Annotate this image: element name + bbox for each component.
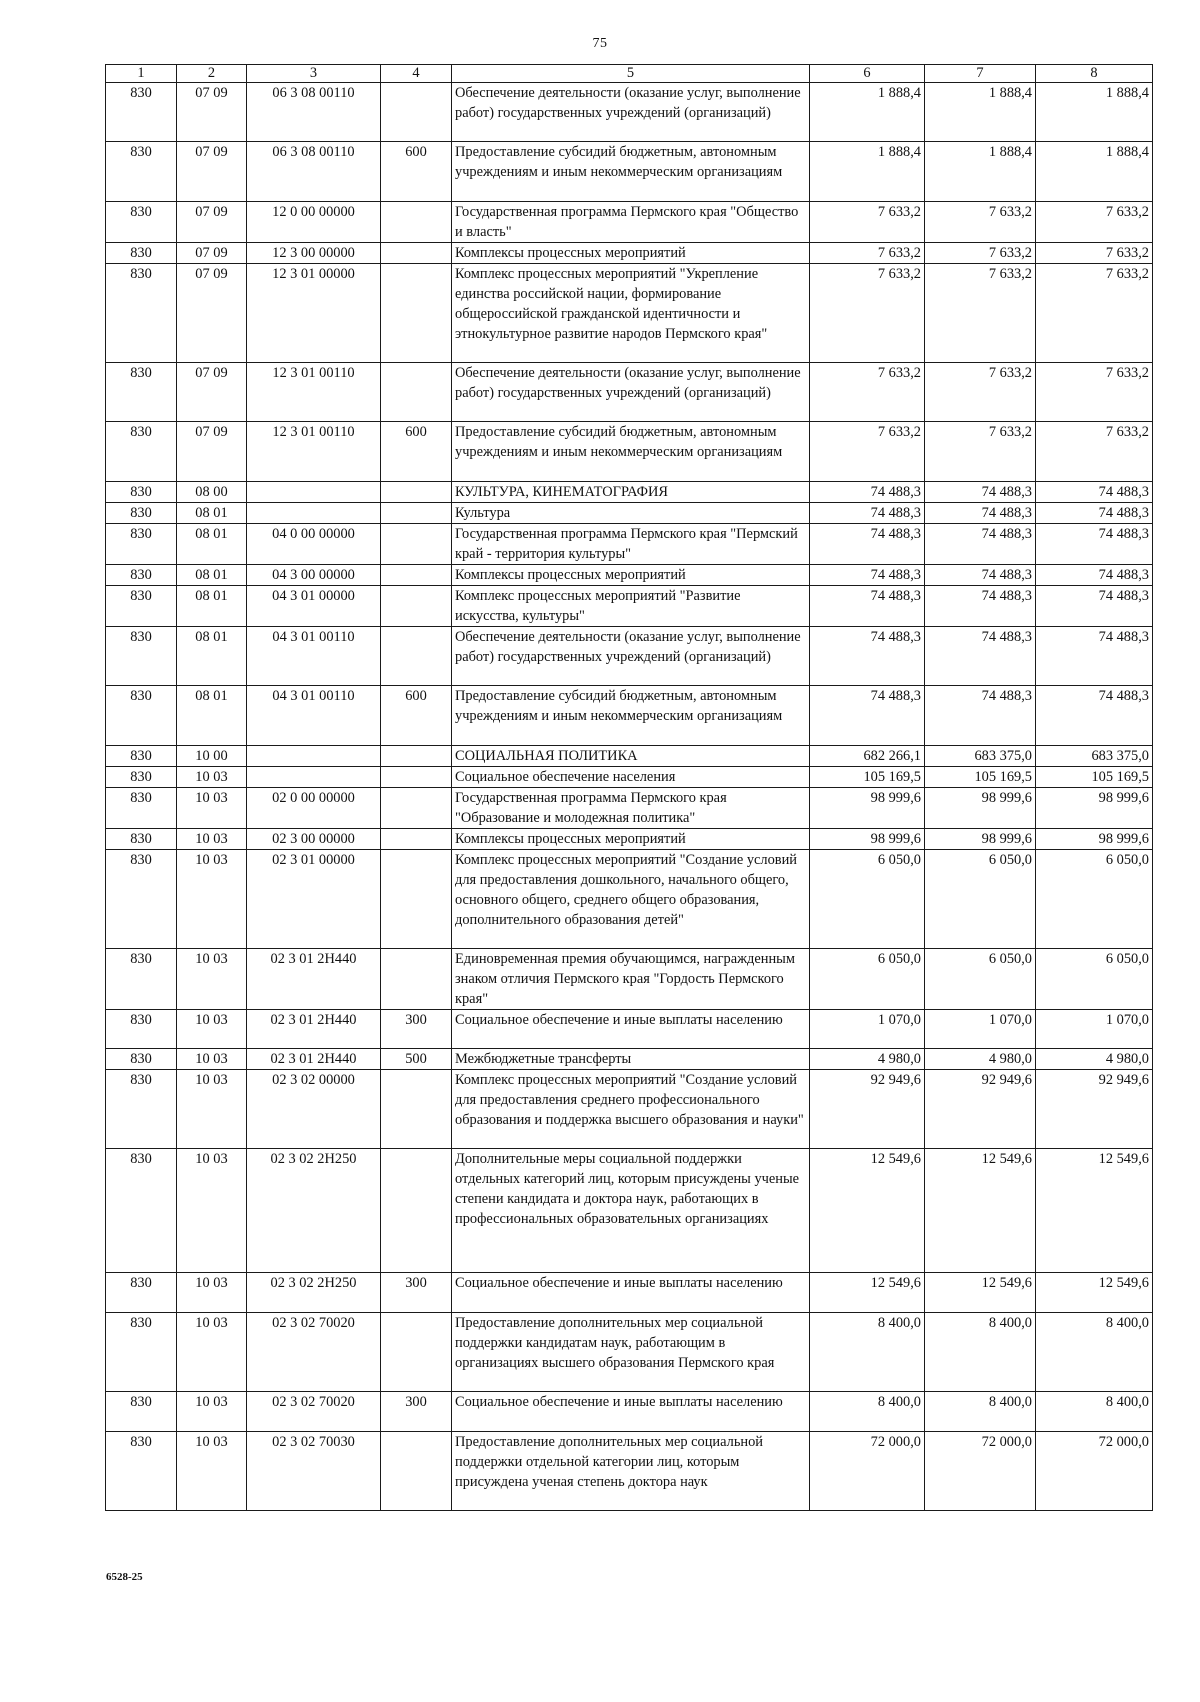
amount-year2-cell: 72 000,0 — [925, 1432, 1036, 1511]
amount-year2-cell: 74 488,3 — [925, 565, 1036, 586]
section-code-cell: 08 01 — [177, 524, 247, 565]
section-code-cell: 10 03 — [177, 850, 247, 949]
amount-year1-cell: 7 633,2 — [810, 264, 925, 363]
amount-year1-cell: 4 980,0 — [810, 1049, 925, 1070]
section-code-cell: 08 01 — [177, 503, 247, 524]
admin-code-cell: 830 — [106, 586, 177, 627]
amount-year1-cell: 7 633,2 — [810, 202, 925, 243]
table-row — [106, 586, 1153, 627]
target-article-cell: 12 3 01 00110 — [247, 363, 381, 422]
table-row — [106, 202, 1153, 243]
section-code-cell: 10 03 — [177, 1149, 247, 1273]
target-article-cell: 02 3 02 2Н250 — [247, 1149, 381, 1273]
section-code-cell: 08 01 — [177, 565, 247, 586]
table-row — [106, 1432, 1153, 1511]
amount-year3-cell: 1 070,0 — [1036, 1010, 1153, 1049]
column-number-4: 4 — [381, 65, 452, 83]
target-article-cell — [247, 767, 381, 788]
target-article-cell: 02 3 02 70020 — [247, 1313, 381, 1392]
table-row — [106, 142, 1153, 202]
table-row — [106, 627, 1153, 686]
amount-year1-cell: 12 549,6 — [810, 1273, 925, 1313]
table-row — [106, 482, 1153, 503]
table-row — [106, 1273, 1153, 1313]
admin-code-cell: 830 — [106, 1010, 177, 1049]
admin-code-cell: 830 — [106, 767, 177, 788]
section-code-cell: 10 03 — [177, 767, 247, 788]
amount-year1-cell: 8 400,0 — [810, 1392, 925, 1432]
expense-type-cell: 300 — [381, 1010, 452, 1049]
section-code-cell: 08 00 — [177, 482, 247, 503]
column-number-6: 6 — [810, 65, 925, 83]
amount-year2-cell: 7 633,2 — [925, 422, 1036, 482]
target-article-cell: 02 3 02 00000 — [247, 1070, 381, 1149]
amount-year2-cell: 74 488,3 — [925, 482, 1036, 503]
description-cell: КУЛЬТУРА, КИНЕМАТОГРАФИЯ — [452, 482, 810, 503]
table-row — [106, 1313, 1153, 1392]
description-cell: Предоставление дополнительных мер социальной поддержки отдельной категории лиц, которым присуждена ученая степень доктора наук — [452, 1432, 810, 1511]
amount-year2-cell: 683 375,0 — [925, 746, 1036, 767]
admin-code-cell: 830 — [106, 524, 177, 565]
admin-code-cell: 830 — [106, 1049, 177, 1070]
amount-year3-cell: 98 999,6 — [1036, 788, 1153, 829]
amount-year1-cell: 7 633,2 — [810, 243, 925, 264]
amount-year2-cell: 1 888,4 — [925, 83, 1036, 142]
amount-year1-cell: 6 050,0 — [810, 850, 925, 949]
table-row — [106, 767, 1153, 788]
table-row — [106, 243, 1153, 264]
section-code-cell: 07 09 — [177, 83, 247, 142]
amount-year3-cell: 7 633,2 — [1036, 264, 1153, 363]
table-row — [106, 949, 1153, 1010]
amount-year2-cell: 105 169,5 — [925, 767, 1036, 788]
amount-year2-cell: 1 888,4 — [925, 142, 1036, 202]
description-cell: Обеспечение деятельности (оказание услуг, выполнение работ) государственных учреждений (организаций) — [452, 627, 810, 686]
amount-year2-cell: 12 549,6 — [925, 1149, 1036, 1273]
amount-year3-cell: 8 400,0 — [1036, 1392, 1153, 1432]
admin-code-cell: 830 — [106, 83, 177, 142]
table-body — [106, 83, 1153, 1511]
amount-year3-cell: 74 488,3 — [1036, 627, 1153, 686]
target-article-cell: 04 3 01 00110 — [247, 627, 381, 686]
target-article-cell: 04 3 00 00000 — [247, 565, 381, 586]
admin-code-cell: 830 — [106, 363, 177, 422]
admin-code-cell: 830 — [106, 482, 177, 503]
section-code-cell: 10 03 — [177, 1313, 247, 1392]
table-row — [106, 850, 1153, 949]
column-number-8: 8 — [1036, 65, 1153, 83]
description-cell: Единовременная премия обучающимся, награжденным знаком отличия Пермского края "Гордость Пермского края" — [452, 949, 810, 1010]
description-cell: Предоставление субсидий бюджетным, автономным учреждениям и иным некоммерческим организациям — [452, 686, 810, 746]
description-cell: Социальное обеспечение и иные выплаты населению — [452, 1392, 810, 1432]
admin-code-cell: 830 — [106, 565, 177, 586]
description-cell: Комплексы процессных мероприятий — [452, 243, 810, 264]
table-row — [106, 1149, 1153, 1273]
target-article-cell: 02 0 00 00000 — [247, 788, 381, 829]
amount-year3-cell: 74 488,3 — [1036, 524, 1153, 565]
amount-year2-cell: 74 488,3 — [925, 524, 1036, 565]
amount-year1-cell: 98 999,6 — [810, 788, 925, 829]
target-article-cell: 02 3 02 2Н250 — [247, 1273, 381, 1313]
admin-code-cell: 830 — [106, 746, 177, 767]
section-code-cell: 10 03 — [177, 1010, 247, 1049]
description-cell: Социальное обеспечение и иные выплаты населению — [452, 1273, 810, 1313]
amount-year2-cell: 1 070,0 — [925, 1010, 1036, 1049]
admin-code-cell: 830 — [106, 1432, 177, 1511]
target-article-cell: 02 3 00 00000 — [247, 829, 381, 850]
footer-code: 6528-25 — [106, 1571, 143, 1583]
description-cell: Предоставление субсидий бюджетным, автономным учреждениям и иным некоммерческим организациям — [452, 142, 810, 202]
expense-type-cell — [381, 1432, 452, 1511]
amount-year2-cell: 74 488,3 — [925, 686, 1036, 746]
page-number: 75 — [592, 36, 608, 51]
amount-year2-cell: 8 400,0 — [925, 1313, 1036, 1392]
amount-year1-cell: 72 000,0 — [810, 1432, 925, 1511]
column-number-7: 7 — [925, 65, 1036, 83]
amount-year2-cell: 74 488,3 — [925, 503, 1036, 524]
section-code-cell: 10 03 — [177, 1070, 247, 1149]
section-code-cell: 07 09 — [177, 243, 247, 264]
admin-code-cell: 830 — [106, 1313, 177, 1392]
admin-code-cell: 830 — [106, 1070, 177, 1149]
description-cell: Комплекс процессных мероприятий "Создание условий для предоставления среднего профессионального образования и поддержка высшего образования и науки" — [452, 1070, 810, 1149]
expense-type-cell: 300 — [381, 1392, 452, 1432]
section-code-cell: 10 03 — [177, 1392, 247, 1432]
description-cell: Социальное обеспечение населения — [452, 767, 810, 788]
section-code-cell: 10 03 — [177, 1432, 247, 1511]
section-code-cell: 10 03 — [177, 949, 247, 1010]
expense-type-cell — [381, 524, 452, 565]
description-cell: Комплексы процессных мероприятий — [452, 565, 810, 586]
amount-year1-cell: 74 488,3 — [810, 586, 925, 627]
column-number-3: 3 — [247, 65, 381, 83]
description-cell: Комплекс процессных мероприятий "Развитие искусства, культуры" — [452, 586, 810, 627]
admin-code-cell: 830 — [106, 949, 177, 1010]
amount-year1-cell: 74 488,3 — [810, 482, 925, 503]
amount-year2-cell: 7 633,2 — [925, 264, 1036, 363]
section-code-cell: 07 09 — [177, 202, 247, 243]
column-number-1: 1 — [106, 65, 177, 83]
amount-year3-cell: 74 488,3 — [1036, 586, 1153, 627]
amount-year1-cell: 1 888,4 — [810, 83, 925, 142]
table-row — [106, 565, 1153, 586]
expense-type-cell: 500 — [381, 1049, 452, 1070]
amount-year1-cell: 105 169,5 — [810, 767, 925, 788]
table-row — [106, 686, 1153, 746]
amount-year1-cell: 74 488,3 — [810, 524, 925, 565]
amount-year1-cell: 6 050,0 — [810, 949, 925, 1010]
amount-year2-cell: 6 050,0 — [925, 850, 1036, 949]
expense-type-cell — [381, 949, 452, 1010]
expense-type-cell — [381, 1149, 452, 1273]
table-row — [106, 788, 1153, 829]
section-code-cell: 07 09 — [177, 142, 247, 202]
admin-code-cell: 830 — [106, 627, 177, 686]
table-row — [106, 264, 1153, 363]
amount-year3-cell: 8 400,0 — [1036, 1313, 1153, 1392]
table-row — [106, 503, 1153, 524]
admin-code-cell: 830 — [106, 850, 177, 949]
amount-year2-cell: 7 633,2 — [925, 202, 1036, 243]
description-cell: Комплексы процессных мероприятий — [452, 829, 810, 850]
expense-type-cell: 600 — [381, 422, 452, 482]
amount-year3-cell: 12 549,6 — [1036, 1149, 1153, 1273]
amount-year1-cell: 1 888,4 — [810, 142, 925, 202]
amount-year2-cell: 12 549,6 — [925, 1273, 1036, 1313]
target-article-cell: 12 3 01 00110 — [247, 422, 381, 482]
target-article-cell: 12 3 00 00000 — [247, 243, 381, 264]
section-code-cell: 10 03 — [177, 829, 247, 850]
expense-type-cell — [381, 1313, 452, 1392]
target-article-cell — [247, 482, 381, 503]
amount-year2-cell: 74 488,3 — [925, 586, 1036, 627]
amount-year3-cell: 74 488,3 — [1036, 565, 1153, 586]
target-article-cell: 02 3 02 70020 — [247, 1392, 381, 1432]
description-cell: Социальное обеспечение и иные выплаты населению — [452, 1010, 810, 1049]
amount-year2-cell: 7 633,2 — [925, 363, 1036, 422]
target-article-cell — [247, 503, 381, 524]
section-code-cell: 10 03 — [177, 1049, 247, 1070]
admin-code-cell: 830 — [106, 503, 177, 524]
expense-type-cell — [381, 482, 452, 503]
admin-code-cell: 830 — [106, 686, 177, 746]
section-code-cell: 10 00 — [177, 746, 247, 767]
amount-year3-cell: 74 488,3 — [1036, 503, 1153, 524]
section-code-cell: 10 03 — [177, 1273, 247, 1313]
description-cell: Комплекс процессных мероприятий "Укрепление единства российской нации, формирование общероссийской гражданской идентичности и этнокультурное развитие народов Пермского края" — [452, 264, 810, 363]
description-cell: Государственная программа Пермского края "Образование и молодежная политика" — [452, 788, 810, 829]
expense-type-cell: 600 — [381, 142, 452, 202]
section-code-cell: 08 01 — [177, 686, 247, 746]
description-cell: Межбюджетные трансферты — [452, 1049, 810, 1070]
target-article-cell: 06 3 08 00110 — [247, 142, 381, 202]
amount-year3-cell: 12 549,6 — [1036, 1273, 1153, 1313]
amount-year1-cell: 98 999,6 — [810, 829, 925, 850]
admin-code-cell: 830 — [106, 243, 177, 264]
amount-year2-cell: 98 999,6 — [925, 788, 1036, 829]
expense-type-cell — [381, 829, 452, 850]
table-row — [106, 746, 1153, 767]
column-number-5: 5 — [452, 65, 810, 83]
description-cell: Культура — [452, 503, 810, 524]
expense-type-cell: 600 — [381, 686, 452, 746]
admin-code-cell: 830 — [106, 1149, 177, 1273]
amount-year3-cell: 72 000,0 — [1036, 1432, 1153, 1511]
admin-code-cell: 830 — [106, 1392, 177, 1432]
budget-table — [105, 64, 1153, 1511]
expense-type-cell — [381, 565, 452, 586]
amount-year3-cell: 1 888,4 — [1036, 83, 1153, 142]
amount-year1-cell: 7 633,2 — [810, 422, 925, 482]
expense-type-cell — [381, 767, 452, 788]
target-article-cell: 02 3 01 2Н440 — [247, 1010, 381, 1049]
admin-code-cell: 830 — [106, 142, 177, 202]
section-code-cell: 07 09 — [177, 422, 247, 482]
target-article-cell: 06 3 08 00110 — [247, 83, 381, 142]
section-code-cell: 07 09 — [177, 264, 247, 363]
expense-type-cell — [381, 83, 452, 142]
table-row — [106, 83, 1153, 142]
admin-code-cell: 830 — [106, 422, 177, 482]
amount-year1-cell: 74 488,3 — [810, 503, 925, 524]
target-article-cell: 02 3 01 2Н440 — [247, 1049, 381, 1070]
amount-year3-cell: 7 633,2 — [1036, 422, 1153, 482]
amount-year2-cell: 7 633,2 — [925, 243, 1036, 264]
description-cell: Дополнительные меры социальной поддержки отдельных категорий лиц, которым присуждены ученые степени кандидата и доктора наук, работающих в профессиональных образовательных организациях — [452, 1149, 810, 1273]
column-number-header-row — [106, 65, 1153, 83]
amount-year1-cell: 7 633,2 — [810, 363, 925, 422]
amount-year3-cell: 92 949,6 — [1036, 1070, 1153, 1149]
description-cell: СОЦИАЛЬНАЯ ПОЛИТИКА — [452, 746, 810, 767]
description-cell: Государственная программа Пермского края "Общество и власть" — [452, 202, 810, 243]
expense-type-cell — [381, 788, 452, 829]
section-code-cell: 08 01 — [177, 627, 247, 686]
table-row — [106, 1049, 1153, 1070]
amount-year1-cell: 8 400,0 — [810, 1313, 925, 1392]
amount-year2-cell: 98 999,6 — [925, 829, 1036, 850]
expense-type-cell — [381, 363, 452, 422]
admin-code-cell: 830 — [106, 202, 177, 243]
amount-year2-cell: 8 400,0 — [925, 1392, 1036, 1432]
amount-year3-cell: 1 888,4 — [1036, 142, 1153, 202]
amount-year1-cell: 92 949,6 — [810, 1070, 925, 1149]
table-row — [106, 1070, 1153, 1149]
expense-type-cell — [381, 850, 452, 949]
expense-type-cell — [381, 586, 452, 627]
target-article-cell: 12 0 00 00000 — [247, 202, 381, 243]
admin-code-cell: 830 — [106, 1273, 177, 1313]
amount-year2-cell: 74 488,3 — [925, 627, 1036, 686]
table-row — [106, 829, 1153, 850]
target-article-cell: 04 3 01 00110 — [247, 686, 381, 746]
expense-type-cell — [381, 503, 452, 524]
expense-type-cell — [381, 1070, 452, 1149]
amount-year3-cell: 6 050,0 — [1036, 949, 1153, 1010]
amount-year1-cell: 74 488,3 — [810, 686, 925, 746]
expense-type-cell — [381, 264, 452, 363]
target-article-cell: 04 3 01 00000 — [247, 586, 381, 627]
column-number-2: 2 — [177, 65, 247, 83]
amount-year3-cell: 74 488,3 — [1036, 482, 1153, 503]
amount-year1-cell: 74 488,3 — [810, 627, 925, 686]
target-article-cell: 12 3 01 00000 — [247, 264, 381, 363]
admin-code-cell: 830 — [106, 788, 177, 829]
amount-year1-cell: 12 549,6 — [810, 1149, 925, 1273]
amount-year3-cell: 7 633,2 — [1036, 243, 1153, 264]
amount-year2-cell: 4 980,0 — [925, 1049, 1036, 1070]
target-article-cell: 02 3 02 70030 — [247, 1432, 381, 1511]
expense-type-cell — [381, 627, 452, 686]
target-article-cell: 04 0 00 00000 — [247, 524, 381, 565]
amount-year3-cell: 4 980,0 — [1036, 1049, 1153, 1070]
description-cell: Предоставление субсидий бюджетным, автономным учреждениям и иным некоммерческим организациям — [452, 422, 810, 482]
amount-year1-cell: 1 070,0 — [810, 1010, 925, 1049]
description-cell: Комплекс процессных мероприятий "Создание условий для предоставления дошкольного, начального общего, основного общего, среднего общего образования, дополнительного образования детей" — [452, 850, 810, 949]
expense-type-cell — [381, 746, 452, 767]
admin-code-cell: 830 — [106, 264, 177, 363]
amount-year3-cell: 7 633,2 — [1036, 363, 1153, 422]
amount-year2-cell: 92 949,6 — [925, 1070, 1036, 1149]
amount-year2-cell: 6 050,0 — [925, 949, 1036, 1010]
expense-type-cell — [381, 243, 452, 264]
amount-year3-cell: 74 488,3 — [1036, 686, 1153, 746]
table-row — [106, 422, 1153, 482]
section-code-cell: 07 09 — [177, 363, 247, 422]
section-code-cell: 08 01 — [177, 586, 247, 627]
target-article-cell: 02 3 01 2Н440 — [247, 949, 381, 1010]
table-row — [106, 1010, 1153, 1049]
admin-code-cell: 830 — [106, 829, 177, 850]
description-cell: Обеспечение деятельности (оказание услуг, выполнение работ) государственных учреждений (организаций) — [452, 83, 810, 142]
amount-year1-cell: 682 266,1 — [810, 746, 925, 767]
target-article-cell — [247, 746, 381, 767]
table-row — [106, 363, 1153, 422]
amount-year3-cell: 7 633,2 — [1036, 202, 1153, 243]
expense-type-cell — [381, 202, 452, 243]
amount-year3-cell: 683 375,0 — [1036, 746, 1153, 767]
amount-year3-cell: 98 999,6 — [1036, 829, 1153, 850]
expense-type-cell: 300 — [381, 1273, 452, 1313]
description-cell: Предоставление дополнительных мер социальной поддержки кандидатам наук, работающим в организациях высшего образования Пермского края — [452, 1313, 810, 1392]
table-row — [106, 524, 1153, 565]
description-cell: Государственная программа Пермского края "Пермский край - территория культуры" — [452, 524, 810, 565]
section-code-cell: 10 03 — [177, 788, 247, 829]
amount-year3-cell: 105 169,5 — [1036, 767, 1153, 788]
target-article-cell: 02 3 01 00000 — [247, 850, 381, 949]
amount-year3-cell: 6 050,0 — [1036, 850, 1153, 949]
description-cell: Обеспечение деятельности (оказание услуг, выполнение работ) государственных учреждений (организаций) — [452, 363, 810, 422]
table-row — [106, 1392, 1153, 1432]
amount-year1-cell: 74 488,3 — [810, 565, 925, 586]
